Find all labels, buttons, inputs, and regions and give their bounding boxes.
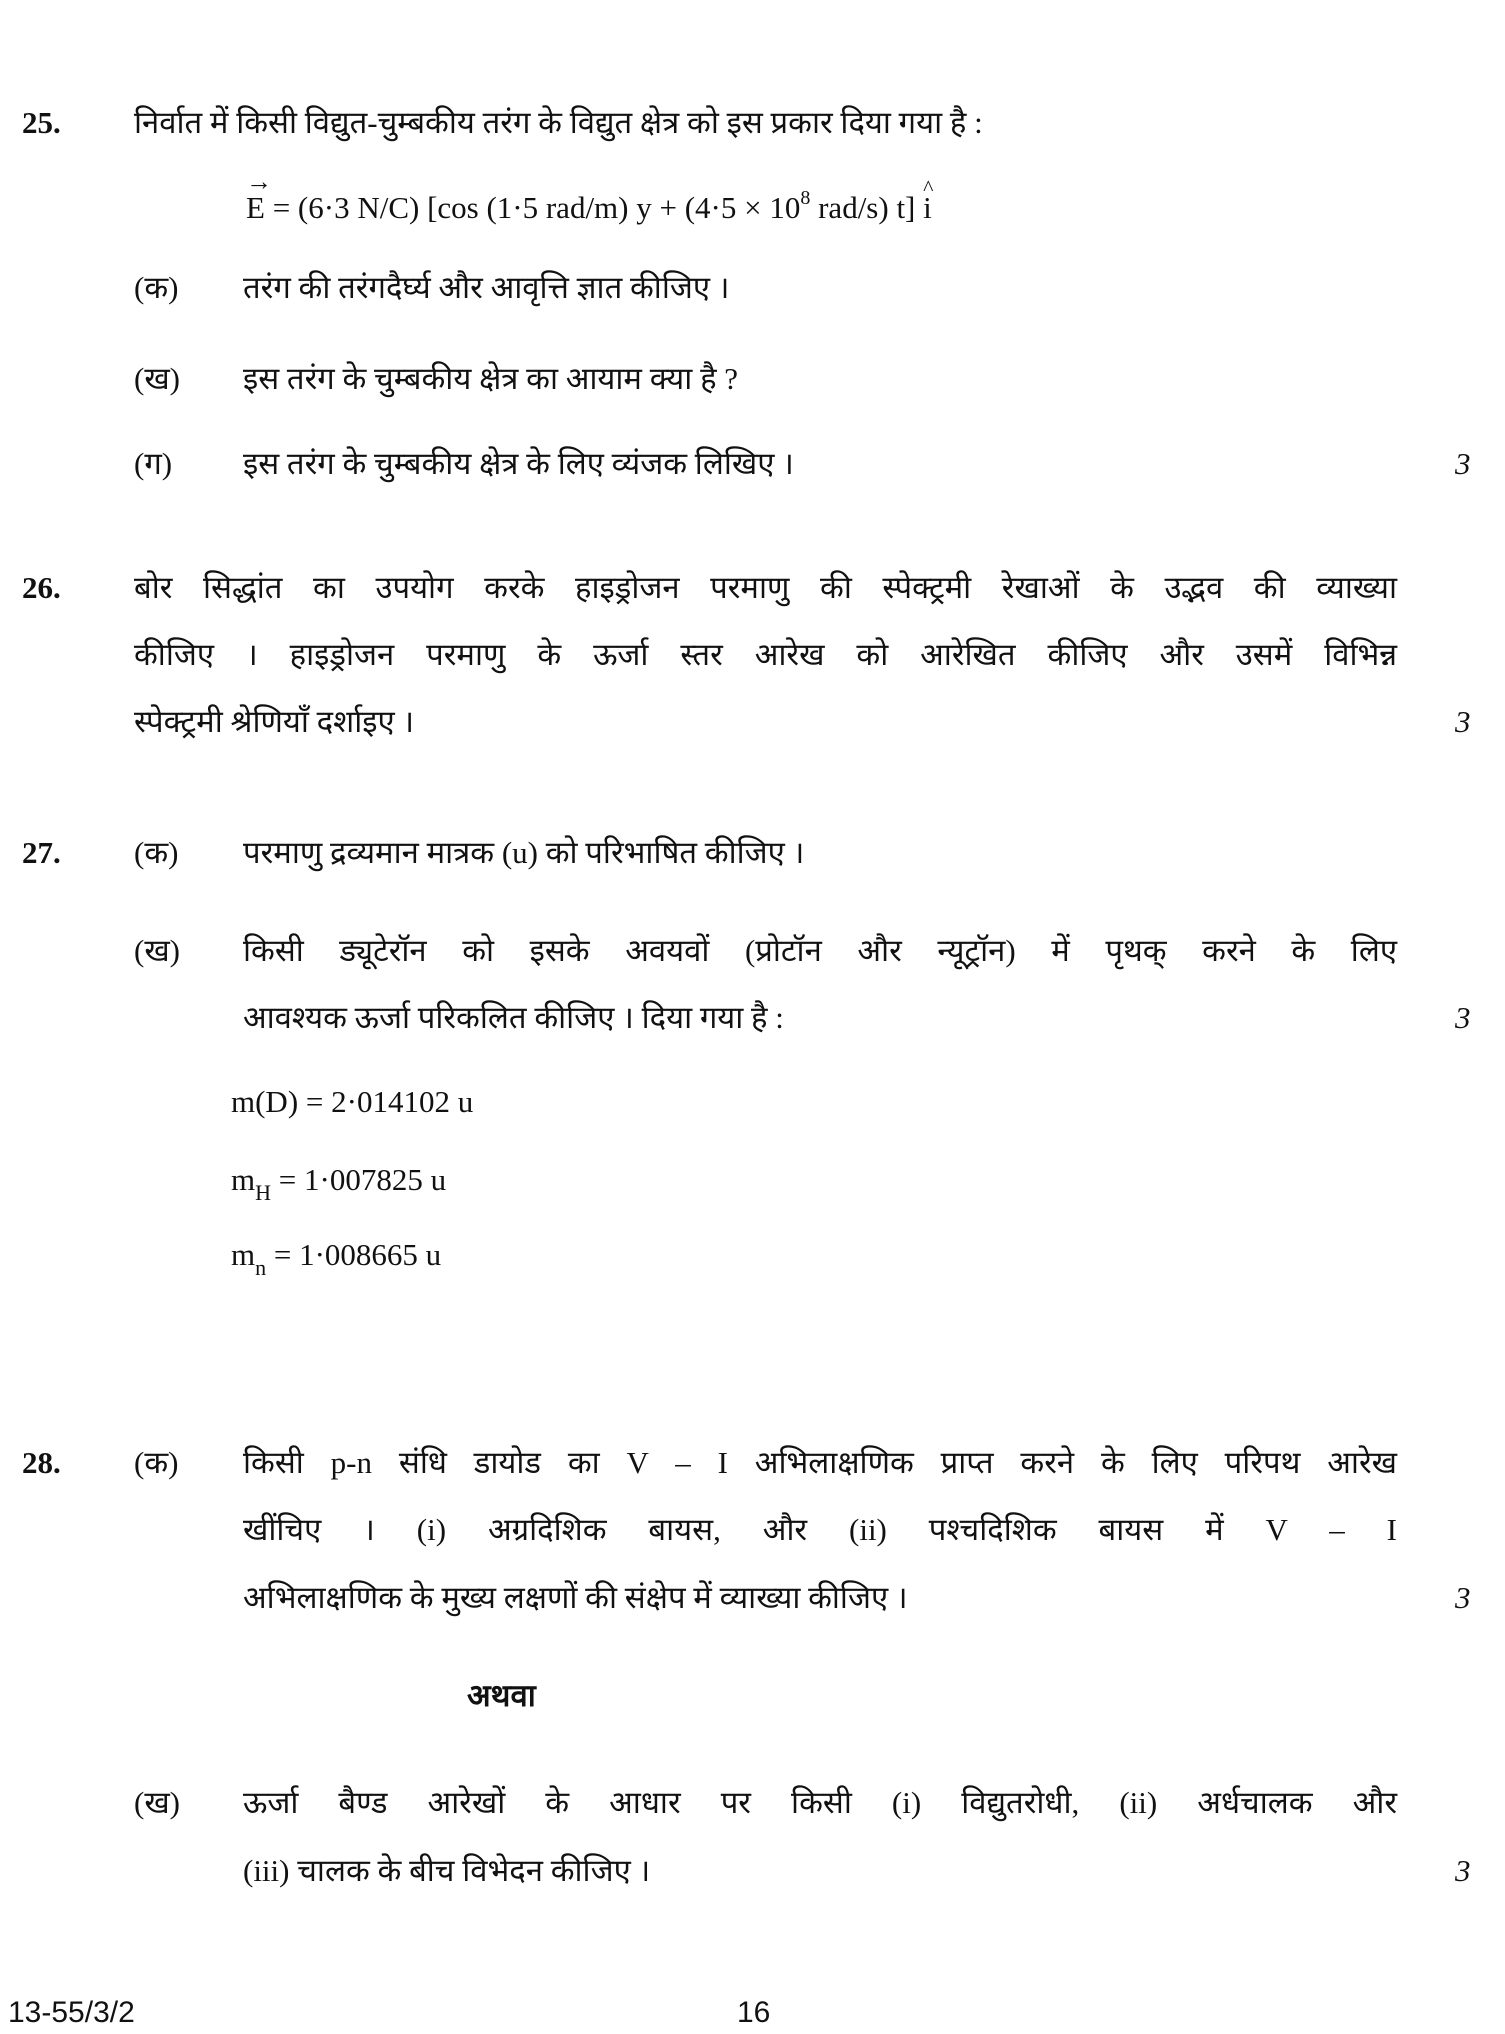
marks: 3	[1455, 1853, 1471, 1888]
part-label: (ग)	[134, 446, 173, 481]
given-mass-neutron	[231, 1235, 441, 1278]
subscript: n	[255, 1255, 267, 1280]
value: = 2·014102 u	[298, 1084, 474, 1119]
question-line: कीजिए । हाइड्रोजन परमाणु के ऊर्जा स्तर आरेख को आरेखित कीजिए और उसमें विभिन्न	[134, 637, 1397, 672]
given-mass-hydrogen	[231, 1160, 446, 1203]
marks: 3	[1455, 446, 1471, 481]
question-line: स्पेक्ट्रमी श्रेणियाँ दर्शाइए ।	[134, 704, 415, 739]
part-text: (iii) चालक के बीच विभेदन कीजिए ।	[243, 1853, 651, 1888]
question-number: 28.	[22, 1445, 61, 1480]
part-label: (क)	[134, 835, 179, 870]
part-label: (क)	[134, 270, 179, 305]
equation-body: = (6·3 N/C) [cos (1·5 rad/m) y + (4·5 × 10	[264, 190, 801, 225]
part-text: अभिलाक्षणिक के मुख्य लक्षणों की संक्षेप में व्याख्या कीजिए ।	[243, 1580, 908, 1615]
equation-rest: rad/s) t]	[810, 190, 924, 225]
marks: 3	[1455, 704, 1471, 739]
symbol: m	[231, 1237, 256, 1272]
question-number: 26.	[22, 570, 61, 605]
part-text: आवश्यक ऊर्जा परिकलित कीजिए । दिया गया है :	[243, 1000, 784, 1035]
given-mass-deuteron	[231, 1082, 473, 1122]
symbol: m(D)	[231, 1084, 299, 1119]
value: = 1·007825 u	[271, 1162, 447, 1197]
part-text: परमाणु द्रव्यमान मात्रक (u) को परिभाषित कीजिए ।	[243, 835, 805, 870]
question-number: 27.	[22, 835, 61, 870]
part-text: तरंग की तरंगदैर्घ्य और आवृत्ति ज्ञात कीजिए ।	[243, 270, 730, 305]
part-text: इस तरंग के चुम्बकीय क्षेत्र के लिए व्यंजक लिखिए ।	[243, 446, 794, 481]
marks: 3	[1455, 1000, 1471, 1035]
unit-vector-i: ^ i	[923, 188, 932, 228]
page-number: 16	[737, 1996, 771, 2029]
vector-e: → E	[246, 188, 265, 228]
part-text: ऊर्जा बैण्ड आरेखों के आधार पर किसी (i) विद्युतरोधी, (ii) अर्धचालक और	[243, 1785, 1397, 1820]
symbol: m	[231, 1162, 256, 1197]
paper-code: 13-55/3/2	[8, 1996, 135, 2029]
part-label: (ख)	[134, 933, 181, 968]
question-number: 25.	[22, 105, 61, 140]
part-label: (ख)	[134, 1785, 181, 1820]
subscript: H	[255, 1180, 272, 1205]
part-text: खींचिए । (i) अग्रदिशिक बायस, और (ii) पश्चदिशिक बायस में V – I	[243, 1512, 1397, 1547]
part-label: (ख)	[134, 361, 181, 396]
equation-exponent: 8	[800, 187, 811, 209]
question-line: बोर सिद्धांत का उपयोग करके हाइड्रोजन परमाणु की स्पेक्ट्रमी रेखाओं के उद्भव की व्याख्या	[134, 570, 1397, 605]
part-text: किसी ड्यूटेरॉन को इसके अवयवों (प्रोटॉन और न्यूट्रॉन) में पृथक् करने के लिए	[243, 933, 1397, 968]
question-stem: निर्वात में किसी विद्युत-चुम्बकीय तरंग के विद्युत क्षेत्र को इस प्रकार दिया गया है :	[134, 105, 983, 140]
marks: 3	[1455, 1580, 1471, 1615]
part-text: किसी p-n संधि डायोड का V – I अभिलाक्षणिक प्राप्त करने के लिए परिपथ आरेख	[243, 1445, 1397, 1480]
value: = 1·008665 u	[266, 1237, 442, 1272]
part-text: इस तरंग के चुम्बकीय क्षेत्र का आयाम क्या है ?	[243, 361, 739, 396]
part-label: (क)	[134, 1445, 179, 1480]
or-separator: अथवा	[467, 1678, 536, 1713]
equation	[246, 188, 932, 232]
